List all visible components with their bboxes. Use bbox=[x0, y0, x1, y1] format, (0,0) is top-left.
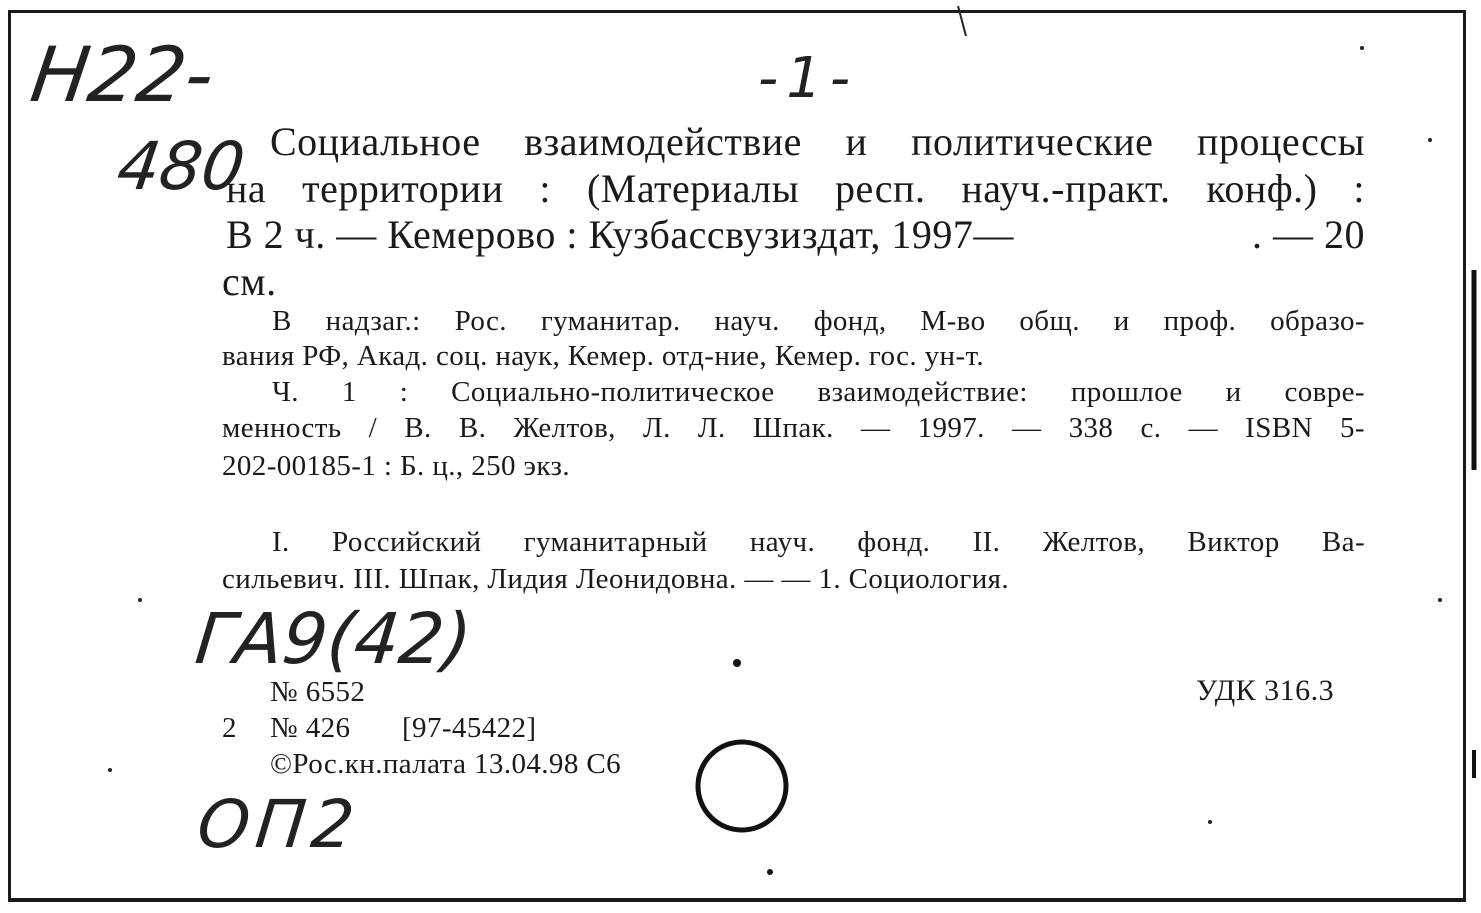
handwritten-class-code: ГА9(42) bbox=[191, 598, 476, 680]
title-line-3-left: В 2 ч. — Кемерово : Кузбассвузиздат, 1997— bbox=[226, 212, 1014, 257]
note-line-3: Ч. 1 : Социально-политическое взаимодействие: прошлое и совре- bbox=[272, 376, 1365, 408]
tracing-line-1: I. Российский гуманитарный науч. фонд. II. Желтов, Виктор Ва- bbox=[272, 526, 1365, 558]
note-line-4: менность / В. В. Желтов, Л. Л. Шпак. — 1997. — 338 с. — ISBN 5- bbox=[222, 412, 1365, 444]
handwritten-shelf-number: 480 bbox=[112, 128, 250, 205]
footer-number-2: № 426 bbox=[270, 712, 351, 744]
title-line-4: см. bbox=[222, 259, 277, 304]
udk-code: УДК 316.3 bbox=[1196, 674, 1335, 707]
footer-index: 2 bbox=[222, 712, 237, 744]
handwritten-shelf-top: Н22- bbox=[25, 30, 220, 119]
book-chamber-stamp-text: ©Рос.кн.палата 13.04.98 С6 bbox=[270, 748, 622, 780]
title-line-2: на территории : (Материалы респ. науч.-практ. конф.) : bbox=[226, 166, 1365, 211]
footer-number-1: № 6552 bbox=[270, 676, 366, 708]
title-line-3-right: . — 20 bbox=[1252, 212, 1365, 257]
note-line-1: В надзаг.: Рос. гуманитар. науч. фонд, М-во общ. и проф. образо- bbox=[272, 305, 1365, 337]
page-marker: -1- bbox=[758, 46, 859, 111]
handwritten-bottom-code: ОП2 bbox=[193, 786, 364, 863]
note-line-2: вания РФ, Акад. соц. наук, Кемер. отд-ние, Кемер. гос. ун-т. bbox=[222, 340, 985, 372]
note-line-5: 202-00185-1 : Б. ц., 250 экз. bbox=[222, 450, 571, 482]
tracing-line-2: сильевич. III. Шпак, Лидия Леонидовна. — — 1. Социология. bbox=[222, 563, 1010, 595]
registration-number: [97-45422] bbox=[402, 712, 537, 744]
title-line-1: Социальное взаимодействие и политические процессы bbox=[270, 119, 1365, 164]
